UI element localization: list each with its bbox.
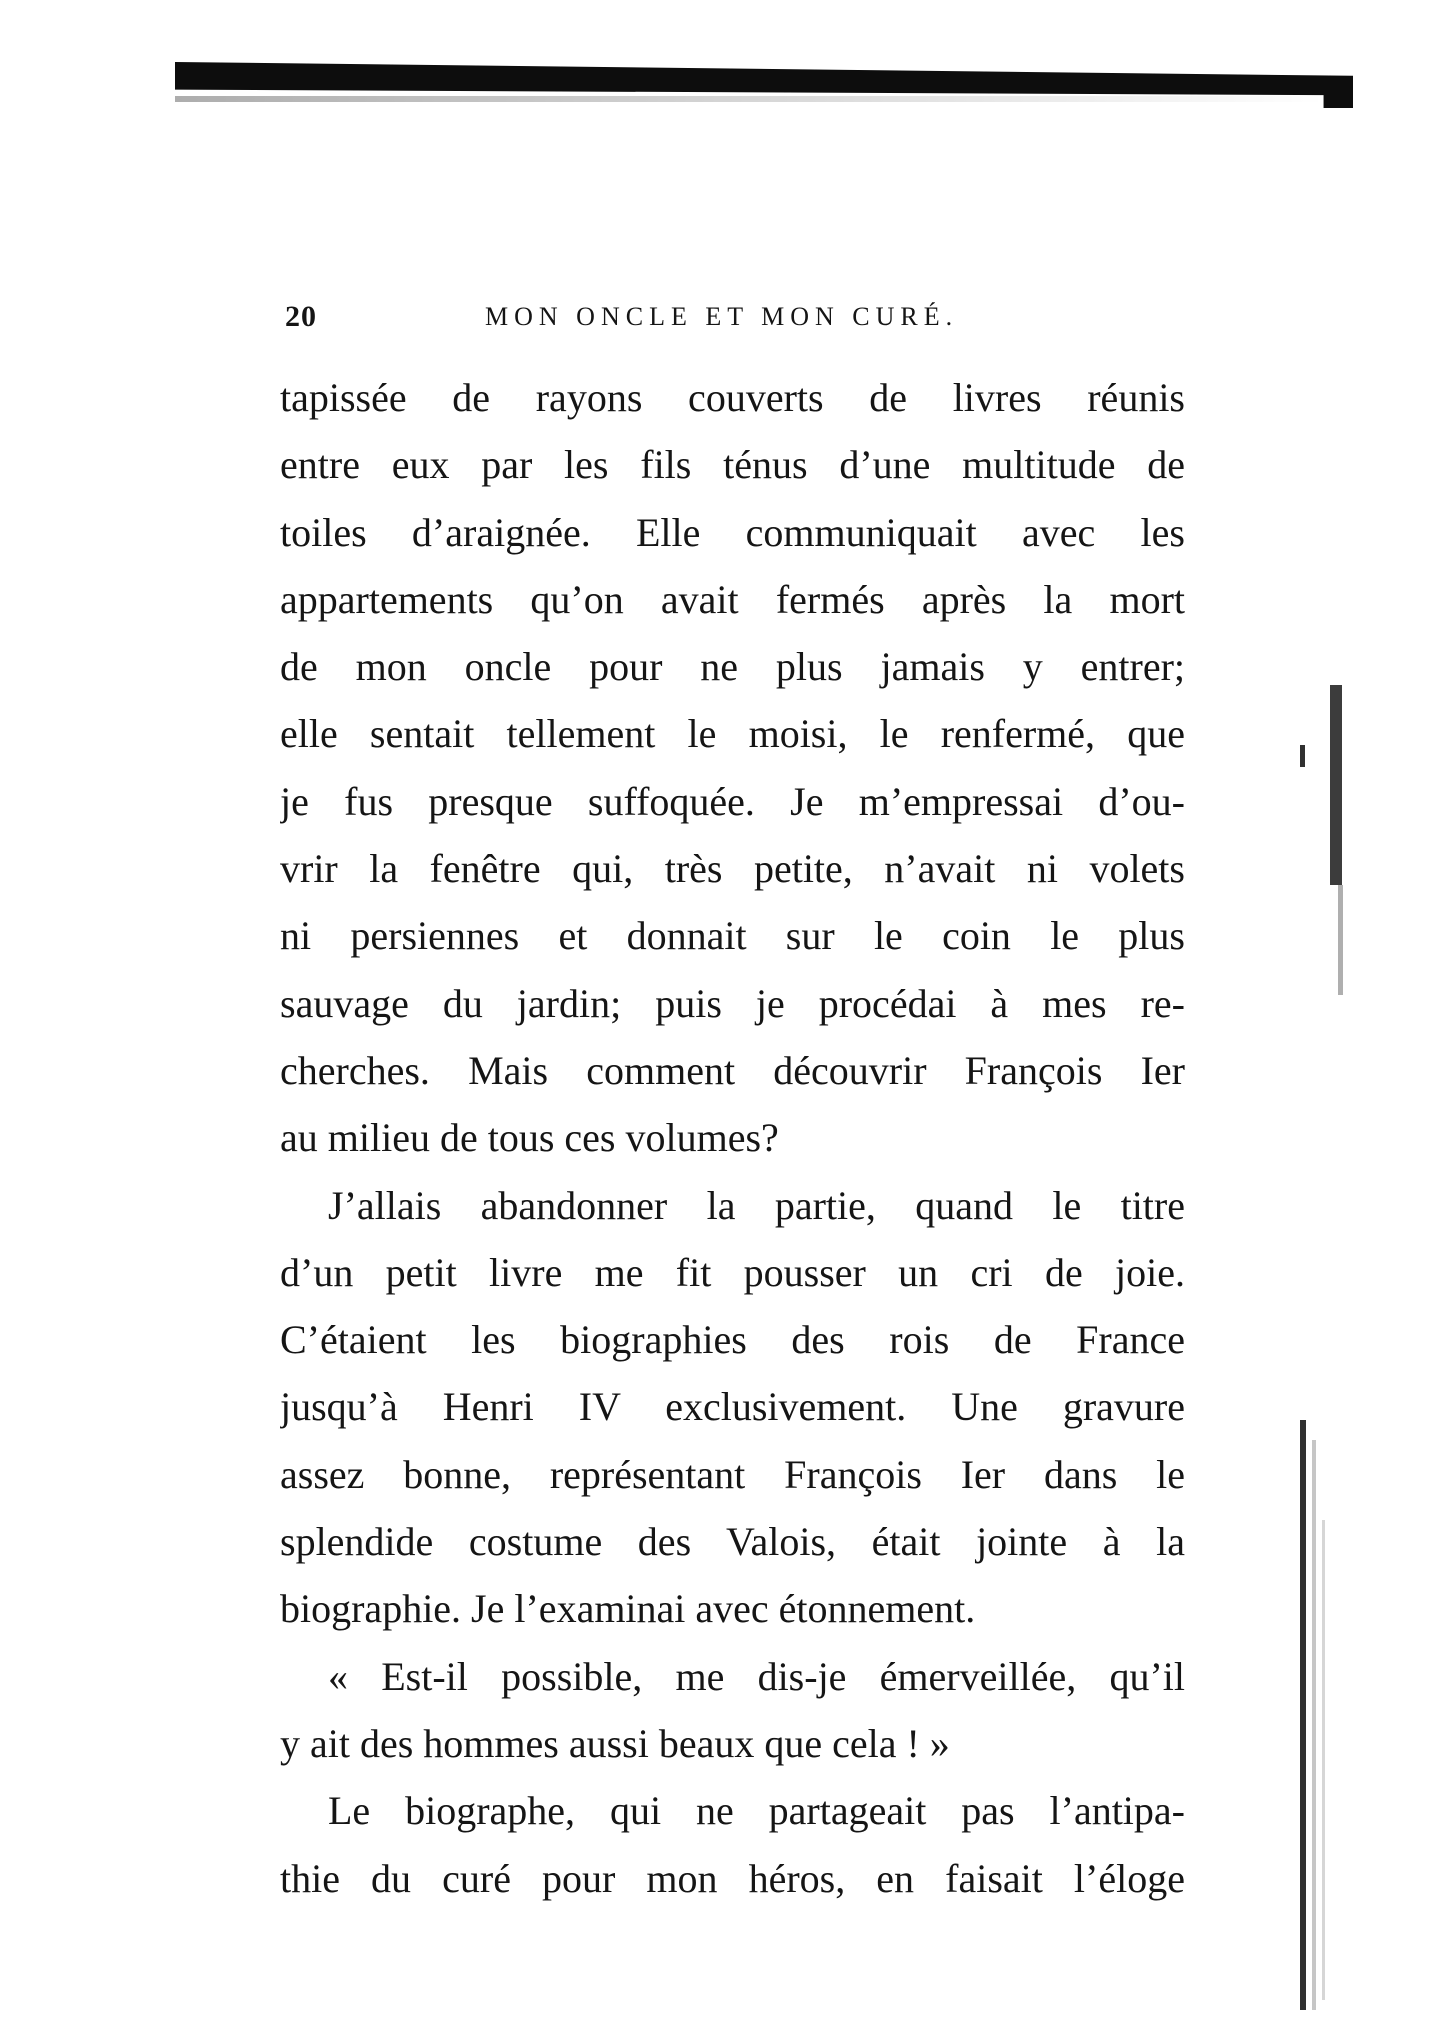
text-line: jusqu’à Henri IV exclusivement. Une gravure — [280, 1384, 1185, 1430]
scan-artifact — [1300, 1420, 1306, 2010]
text-line: splendide costume des Valois, était jointe à la — [280, 1519, 1185, 1565]
text-line: tapissée de rayons couverts de livres réunis — [280, 375, 1185, 420]
text-line: Le biographe, qui ne partageait pas l’antipa- — [328, 1788, 1185, 1834]
text-line: appartements qu’on avait fermés après la mort — [280, 576, 1185, 622]
scan-artifact — [1300, 745, 1305, 767]
text-line: d’un petit livre me fit pousser un cri de joie. — [280, 1249, 1185, 1295]
text-line: toiles d’araignée. Elle communiquait avec les — [280, 509, 1185, 555]
text-line: cherches. Mais comment découvrir François Ier — [280, 1047, 1185, 1093]
text-line: C’étaient les biographies des rois de France — [280, 1317, 1185, 1363]
text-line: « Est-il possible, me dis-je émerveillée, qu’il — [328, 1653, 1185, 1699]
text-line: vrir la fenêtre qui, très petite, n’avait ni volets — [280, 846, 1185, 892]
top-bar-shadow — [175, 96, 1325, 102]
scan-artifact — [1312, 1440, 1316, 2010]
text-line: y ait des hommes aussi beaux que cela ! » — [280, 1720, 950, 1766]
page-number: 20 — [285, 300, 317, 333]
text-line: ni persiennes et donnait sur le coin le plus — [280, 913, 1185, 959]
text-line: elle sentait tellement le moisi, le renfermé, que — [280, 711, 1185, 757]
text-line: assez bonne, représentant François Ier dans le — [280, 1451, 1185, 1497]
text-line: au milieu de tous ces volumes? — [280, 1115, 779, 1161]
scan-artifact — [1322, 1520, 1325, 2000]
text-line: biographie. Je l’examinai avec étonnement. — [280, 1586, 976, 1632]
text-line: sauvage du jardin; puis je procédai à mes re- — [280, 980, 1185, 1026]
text-line: entre eux par les fils ténus d’une multitude de — [280, 442, 1185, 488]
book-title: MON ONCLE ET MON CURÉ. — [485, 302, 959, 331]
text-line: J’allais abandonner la partie, quand le titre — [328, 1182, 1185, 1228]
text-line: de mon oncle pour ne plus jamais y entrer; — [280, 644, 1185, 690]
running-header — [285, 300, 1005, 340]
scan-artifact — [1338, 885, 1343, 995]
text-line: je fus presque suffoquée. Je m’empressai d’ou- — [280, 778, 1185, 824]
body-text — [280, 364, 1185, 1912]
scan-artifact — [1330, 685, 1342, 885]
text-line: thie du curé pour mon héros, en faisait l’éloge — [280, 1855, 1185, 1901]
